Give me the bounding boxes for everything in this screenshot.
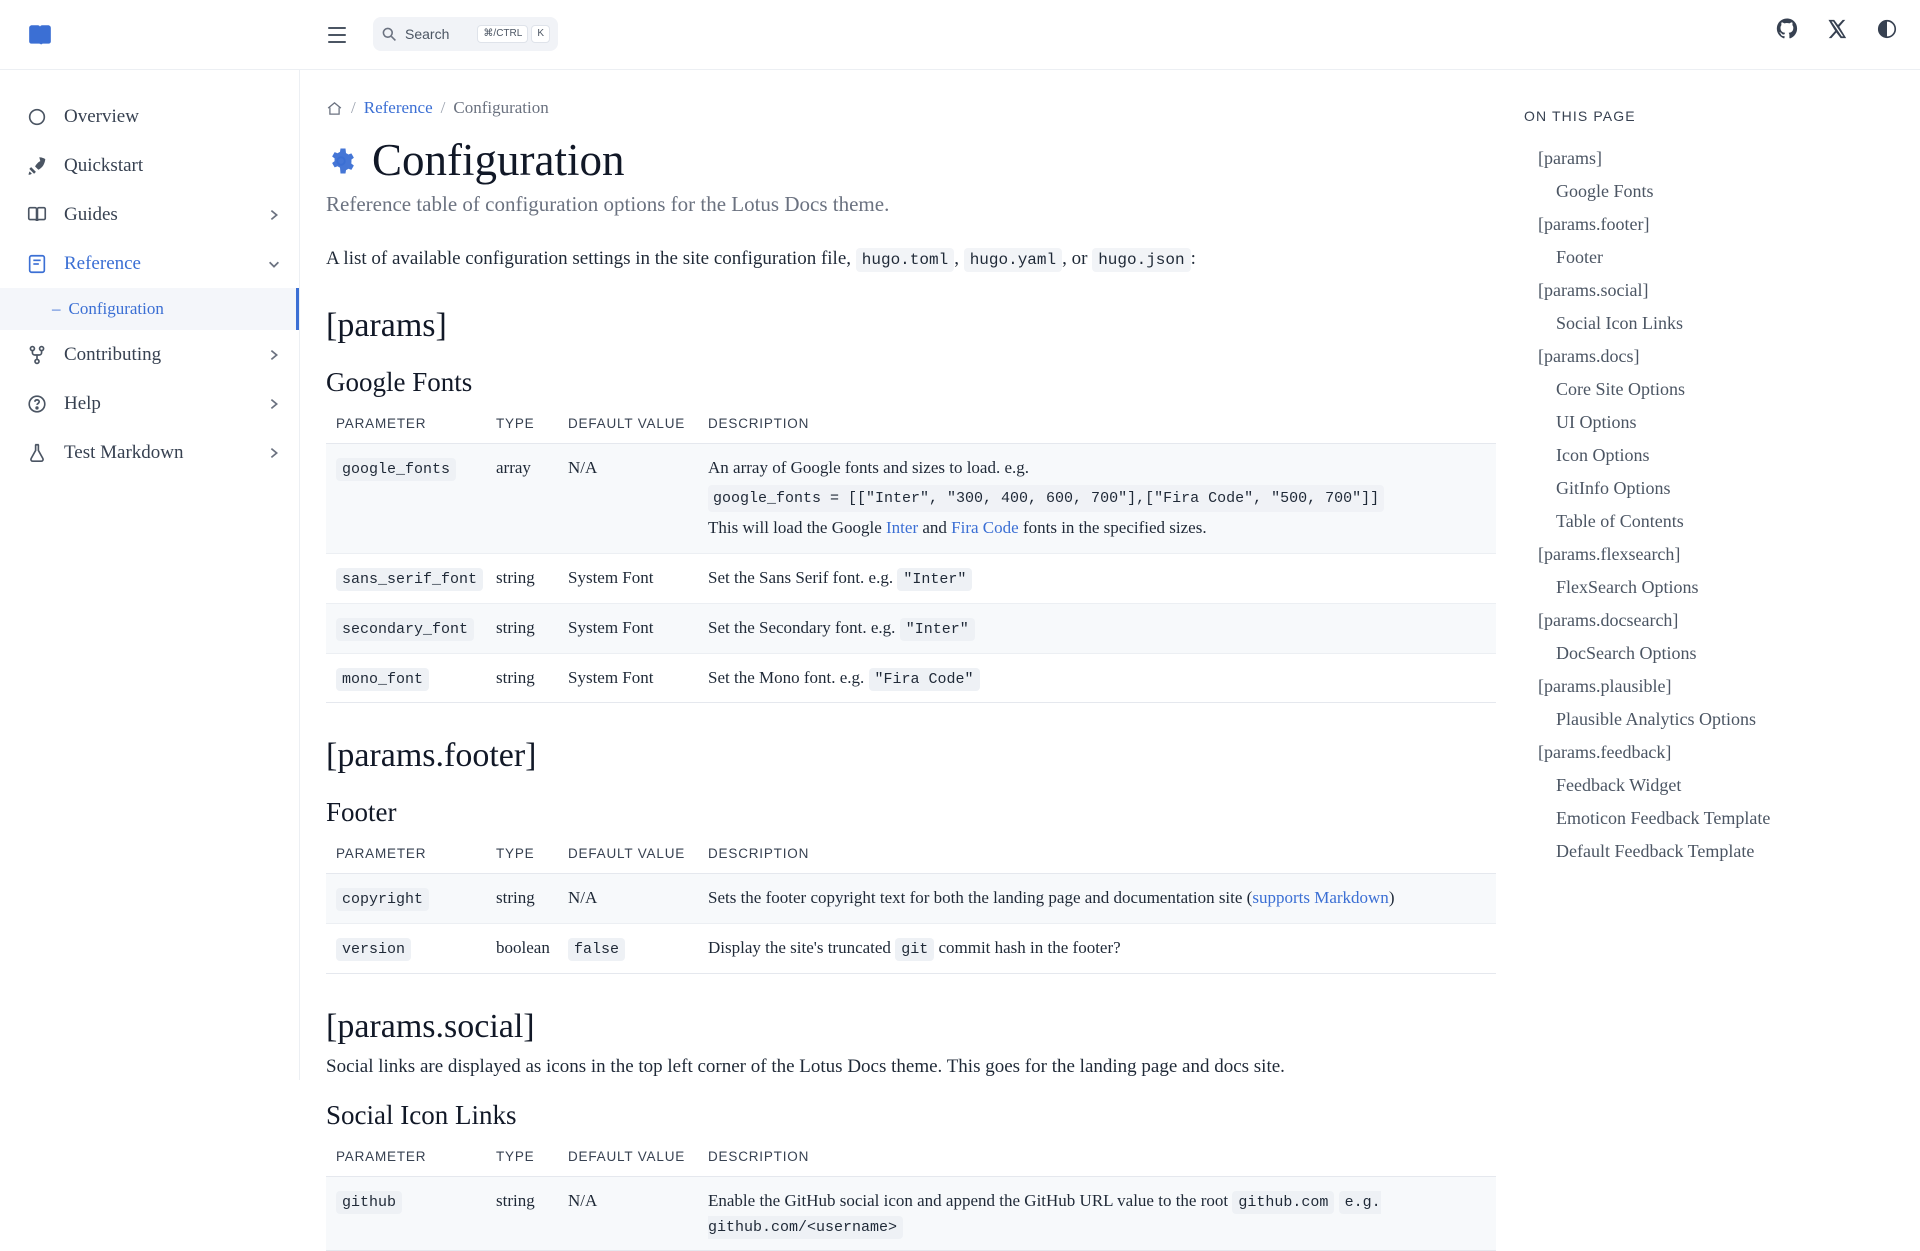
cell-parameter xyxy=(326,444,486,554)
flask-icon xyxy=(26,442,48,464)
link-inter[interactable]: Inter xyxy=(886,518,919,538)
sidebar-item-label: Contributing xyxy=(64,343,162,365)
breadcrumb-separator: / xyxy=(440,98,446,117)
table-row xyxy=(326,603,1496,653)
toc-item-gitinfo-options[interactable]: GitInfo Options xyxy=(1556,478,1671,498)
desc-code-git: git xyxy=(895,938,934,961)
toc-item-params[interactable]: [params] xyxy=(1538,148,1602,168)
sidebar-subitem-label: Configuration xyxy=(68,299,164,318)
cell-description xyxy=(698,444,1496,554)
sidebar-navigation xyxy=(0,70,300,1080)
desc-text: An array of Google fonts and sizes to load. e.g. xyxy=(708,458,1030,477)
cell-parameter xyxy=(326,603,486,653)
column-header-type: TYPE xyxy=(496,846,535,862)
gear-icon xyxy=(326,146,356,176)
toc-item-google-fonts[interactable]: Google Fonts xyxy=(1556,181,1654,201)
heading-params: [params] xyxy=(326,307,447,344)
x-twitter-icon[interactable] xyxy=(1826,18,1848,40)
cell-type: boolean xyxy=(486,924,558,974)
link-fira-code[interactable]: Fira Code xyxy=(951,518,1019,538)
page-title-row xyxy=(326,136,1440,186)
rocket-icon xyxy=(26,155,48,177)
toc-item-params-docsearch[interactable]: [params.docsearch] xyxy=(1538,610,1679,630)
desc-and: and xyxy=(922,518,947,538)
page-title: Configuration xyxy=(372,135,625,185)
toc-item-feedback-widget[interactable]: Feedback Widget xyxy=(1556,775,1682,795)
cell-default: System Font xyxy=(558,554,698,604)
desc-code-github-username: e.g. github.com/<username> xyxy=(708,1191,1381,1239)
desc-text: Set the Mono font. e.g. xyxy=(708,667,865,687)
sidebar-item-label: Guides xyxy=(64,203,118,225)
cell-description xyxy=(698,924,1496,974)
cell-description xyxy=(698,874,1496,924)
column-header-description: DESCRIPTION xyxy=(708,1148,810,1164)
search-placeholder: Search xyxy=(405,26,450,42)
toc-item-params-footer[interactable]: [params.footer] xyxy=(1538,214,1650,234)
sidebar-item-help[interactable] xyxy=(0,379,299,428)
heading-footer: Footer xyxy=(326,797,397,828)
cell-default: N/A xyxy=(558,1176,698,1251)
param-secondary-font: secondary_font xyxy=(336,618,474,641)
main-content xyxy=(300,70,1500,1236)
toc-item-flexsearch-options[interactable]: FlexSearch Options xyxy=(1556,577,1699,597)
column-header-default: DEFAULT VALUE xyxy=(568,846,686,862)
sidebar-item-label: Overview xyxy=(64,105,139,127)
toc-item-params-plausible[interactable]: [params.plausible] xyxy=(1538,676,1672,696)
git-fork-icon xyxy=(26,344,48,366)
breadcrumb-current: Configuration xyxy=(453,98,549,117)
desc-text-tail: commit hash in the footer? xyxy=(938,938,1121,958)
link-supports-markdown[interactable]: supports Markdown xyxy=(1252,888,1389,908)
search-input[interactable] xyxy=(373,17,558,51)
param-github: github xyxy=(336,1191,402,1214)
question-circle-icon xyxy=(26,393,48,415)
desc-code-sample: "Inter" xyxy=(897,568,972,591)
desc-text: Sets the footer copyright text for both the landing page and documentation site ( xyxy=(708,888,1253,908)
search-icon xyxy=(381,26,397,42)
toc-item-params-flexsearch[interactable]: [params.flexsearch] xyxy=(1538,544,1681,564)
cell-type: string xyxy=(486,554,558,604)
breadcrumb-link-reference[interactable]: Reference xyxy=(363,98,433,117)
search-shortcut-modifier: ⌘/CTRL xyxy=(477,25,528,43)
code-hugo-yaml: hugo.yaml xyxy=(964,248,1062,272)
breadcrumb-separator: / xyxy=(351,98,356,117)
cell-parameter xyxy=(326,1176,486,1251)
page-subtitle: Reference table of configuration options for the Lotus Docs theme. xyxy=(326,191,890,216)
desc-code-sample: "Inter" xyxy=(900,618,975,641)
column-header-description: DESCRIPTION xyxy=(708,846,810,862)
heading-google-fonts: Google Fonts xyxy=(326,367,473,397)
toc-item-footer[interactable]: Footer xyxy=(1556,247,1603,267)
desc-text: Set the Secondary font. e.g. xyxy=(708,617,896,637)
social-icon-links-table xyxy=(326,1141,1496,1251)
desc-text-tail: fonts in the specified sizes. xyxy=(1022,518,1207,538)
table-header-row xyxy=(326,838,1496,874)
code-hugo-json: hugo.json xyxy=(1092,248,1190,272)
sidebar-item-guides[interactable] xyxy=(0,190,299,239)
cell-type: string xyxy=(486,1176,558,1251)
desc-code-sample: "Fira Code" xyxy=(869,668,980,691)
cell-description xyxy=(698,554,1496,604)
cell-type: string xyxy=(486,874,558,924)
column-header-parameter: PARAMETER xyxy=(336,846,427,862)
sidebar-item-overview[interactable] xyxy=(0,92,299,141)
cell-parameter xyxy=(326,874,486,924)
github-icon[interactable] xyxy=(1776,18,1798,40)
param-google-fonts: google_fonts xyxy=(336,458,456,481)
toc-item-table-of-contents[interactable]: Table of Contents xyxy=(1556,511,1684,531)
column-header-parameter: PARAMETER xyxy=(336,416,427,431)
home-icon[interactable] xyxy=(326,100,343,117)
breadcrumb xyxy=(326,98,1440,118)
dark-mode-toggle-icon[interactable] xyxy=(1876,18,1898,40)
book-icon xyxy=(26,204,48,226)
cell-default: N/A xyxy=(558,444,698,554)
toc-item-ui-options[interactable]: UI Options xyxy=(1556,412,1637,432)
table-row xyxy=(326,1176,1496,1251)
desc-code-githubcom: github.com xyxy=(1232,1191,1334,1214)
cell-description xyxy=(698,603,1496,653)
param-version: version xyxy=(336,938,411,961)
cell-parameter xyxy=(326,554,486,604)
menu-toggle-button[interactable] xyxy=(328,22,356,48)
desc-text: Enable the GitHub social icon and append the GitHub URL value to the root xyxy=(708,1190,1229,1210)
table-row xyxy=(326,653,1496,703)
table-row xyxy=(326,444,1496,554)
top-navigation-bar xyxy=(0,0,1920,70)
table-row xyxy=(326,874,1496,924)
desc-text: Display the site's truncated xyxy=(708,938,891,958)
google-fonts-table xyxy=(326,408,1496,703)
column-header-default: DEFAULT VALUE xyxy=(568,416,686,431)
sidebar-item-quickstart[interactable] xyxy=(0,141,299,190)
code-hugo-toml: hugo.toml xyxy=(856,248,954,272)
toc-item-plausible-analytics-options[interactable]: Plausible Analytics Options xyxy=(1556,709,1756,729)
chevron-down-icon xyxy=(267,257,281,271)
column-header-type: TYPE xyxy=(496,1148,535,1164)
cell-default: N/A xyxy=(558,874,698,924)
toc-item-params-feedback[interactable]: [params.feedback] xyxy=(1538,742,1672,762)
top-bar-actions xyxy=(1776,18,1898,40)
footer-table xyxy=(326,838,1496,974)
param-sans-serif-font: sans_serif_font xyxy=(336,568,483,591)
desc-text-tail: ) xyxy=(1388,888,1395,908)
search-shortcut-key: K xyxy=(531,25,550,43)
desc-text: Set the Sans Serif font. e.g. xyxy=(708,568,894,588)
sidebar-subitem-dash: – xyxy=(52,299,61,318)
intro-comma: , xyxy=(954,247,959,269)
cell-description xyxy=(698,1176,1496,1251)
cell-parameter xyxy=(326,653,486,703)
hamburger-line xyxy=(328,41,346,43)
toc-item-default-feedback-template[interactable]: Default Feedback Template xyxy=(1556,841,1755,861)
heading-params-footer: [params.footer] xyxy=(326,737,537,775)
toc-item-docsearch-options[interactable]: DocSearch Options xyxy=(1556,643,1697,663)
chevron-right-icon xyxy=(267,208,281,222)
hamburger-line xyxy=(328,27,346,29)
sidebar-item-label: Help xyxy=(64,392,101,414)
cell-type: string xyxy=(486,603,558,653)
column-header-parameter: PARAMETER xyxy=(336,1148,427,1164)
param-copyright: copyright xyxy=(336,888,429,911)
default-false: false xyxy=(568,938,625,961)
chevron-right-icon xyxy=(267,446,281,460)
toc-item-emoticon-feedback-template[interactable]: Emoticon Feedback Template xyxy=(1556,808,1771,828)
column-header-description: DESCRIPTION xyxy=(708,416,810,431)
intro-text-a: A list of available configuration settings in the site configuration file, xyxy=(326,247,852,269)
toc-item-core-site-options[interactable]: Core Site Options xyxy=(1556,379,1685,399)
cell-parameter xyxy=(326,924,486,974)
intro-or: , or xyxy=(1062,247,1088,269)
circle-icon xyxy=(26,106,48,128)
chevron-right-icon xyxy=(267,348,281,362)
sidebar-subitem-configuration[interactable] xyxy=(0,288,299,330)
cell-default xyxy=(558,924,698,974)
heading-params-social: [params.social] xyxy=(326,1007,535,1045)
table-header-row xyxy=(326,408,1496,444)
cell-default: System Font xyxy=(558,653,698,703)
sidebar-item-label: Quickstart xyxy=(64,154,144,176)
column-header-default: DEFAULT VALUE xyxy=(568,1148,686,1164)
sidebar-item-reference[interactable] xyxy=(0,239,299,288)
toc-item-params-social[interactable]: [params.social] xyxy=(1538,280,1649,300)
toc-item-icon-options[interactable]: Icon Options xyxy=(1556,445,1650,465)
on-this-page-toc xyxy=(1500,70,1920,1080)
table-header-row xyxy=(326,1141,1496,1177)
cell-type: string xyxy=(486,653,558,703)
reference-icon xyxy=(26,253,48,275)
param-mono-font: mono_font xyxy=(336,668,429,691)
intro-end: : xyxy=(1190,247,1196,269)
social-description: Social links are displayed as icons in the top left corner of the Lotus Docs theme. This goes for the landing page and docs site. xyxy=(326,1055,1285,1077)
sidebar-item-label: Reference xyxy=(64,252,141,274)
toc-item-params-docs[interactable]: [params.docs] xyxy=(1538,346,1640,366)
cell-type: array xyxy=(486,444,558,554)
heading-social-icon-links: Social Icon Links xyxy=(326,1099,517,1130)
intro-paragraph xyxy=(326,245,1440,274)
sidebar-item-test-markdown[interactable] xyxy=(0,428,299,477)
toc-item-social-icon-links[interactable]: Social Icon Links xyxy=(1556,313,1683,333)
sidebar-item-label: Test Markdown xyxy=(64,441,184,463)
table-row xyxy=(326,924,1496,974)
sidebar-item-contributing[interactable] xyxy=(0,330,299,379)
lotus-docs-logo-icon xyxy=(27,24,53,46)
desc-code-sample: google_fonts = [["Inter", "300, 400, 600, 700"],["Fira Code", "500, 700"]] xyxy=(708,485,1384,513)
table-row xyxy=(326,554,1496,604)
cell-default: System Font xyxy=(558,603,698,653)
desc-text-post: This will load the Google xyxy=(708,518,882,538)
toc-title: ON THIS PAGE xyxy=(1524,108,1636,124)
cell-description xyxy=(698,653,1496,703)
hamburger-line xyxy=(328,34,346,36)
site-logo[interactable] xyxy=(8,0,72,70)
chevron-right-icon xyxy=(267,397,281,411)
column-header-type: TYPE xyxy=(496,416,535,431)
